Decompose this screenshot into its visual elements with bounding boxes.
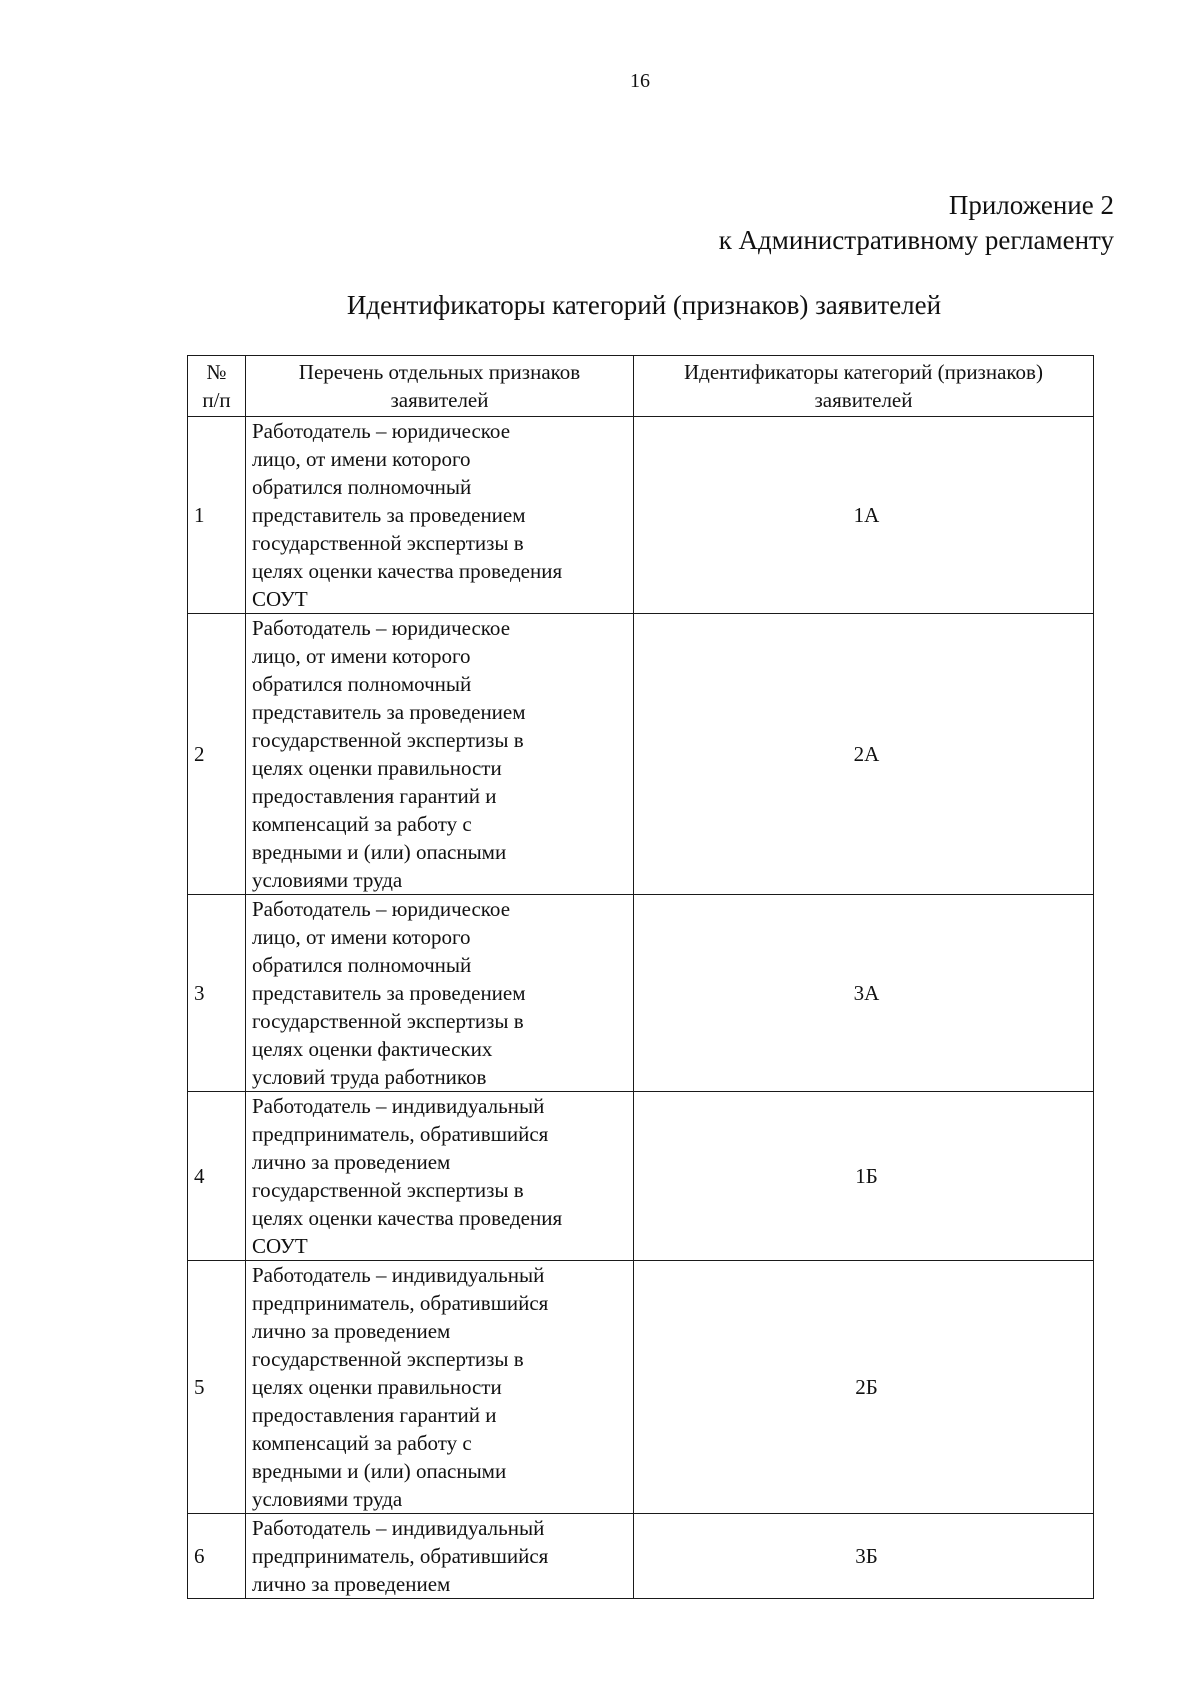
description-line: Работодатель – юридическое bbox=[252, 897, 511, 921]
page-number: 16 bbox=[630, 70, 650, 92]
table-row bbox=[188, 895, 1094, 1092]
row-description bbox=[246, 1261, 634, 1514]
description-line: вредными и (или) опасными bbox=[252, 840, 507, 864]
table-row bbox=[188, 417, 1094, 614]
header-number-line-1: № bbox=[206, 360, 227, 384]
description-line: лицо, от имени которого bbox=[252, 644, 471, 668]
description-line: предоставления гарантий и bbox=[252, 784, 497, 808]
description-line: государственной экспертизы в bbox=[252, 1009, 524, 1033]
description-line: предоставления гарантий и bbox=[252, 1403, 497, 1427]
appendix-line-2: к Административному регламенту bbox=[718, 225, 1114, 255]
row-identifier: 3Б bbox=[634, 1514, 1094, 1599]
row-description bbox=[246, 417, 634, 614]
description-line: представитель за проведением bbox=[252, 981, 526, 1005]
description-line: условий труда работников bbox=[252, 1065, 487, 1089]
table-body bbox=[188, 417, 1094, 1599]
table-row bbox=[188, 614, 1094, 895]
description-line: представитель за проведением bbox=[252, 503, 526, 527]
description-line: обратился полномочный bbox=[252, 672, 472, 696]
row-identifier: 1А bbox=[634, 417, 1094, 614]
header-identifier: Идентификаторы категорий (признаков) заявителей bbox=[634, 356, 1094, 417]
description-line: условиями труда bbox=[252, 1487, 403, 1511]
description-line: Работодатель – юридическое bbox=[252, 616, 511, 640]
description-line: Работодатель – индивидуальный bbox=[252, 1094, 545, 1118]
description-line: Работодатель – индивидуальный bbox=[252, 1516, 545, 1540]
description-line: СОУТ bbox=[252, 587, 308, 611]
description-line: лицо, от имени которого bbox=[252, 447, 471, 471]
header-number bbox=[188, 356, 246, 417]
row-description bbox=[246, 614, 634, 895]
description-line: лично за проведением bbox=[252, 1150, 451, 1174]
description-line: предприниматель, обратившийся bbox=[252, 1291, 549, 1315]
row-description bbox=[246, 1514, 634, 1599]
description-line: обратился полномочный bbox=[252, 475, 472, 499]
row-description bbox=[246, 1092, 634, 1261]
table-row bbox=[188, 1261, 1094, 1514]
description-line: Работодатель – индивидуальный bbox=[252, 1263, 545, 1287]
description-line: предприниматель, обратившийся bbox=[252, 1544, 549, 1568]
description-line: государственной экспертизы в bbox=[252, 531, 524, 555]
row-number: 1 bbox=[188, 417, 246, 614]
header-number-line-2: п/п bbox=[202, 388, 231, 412]
description-line: лично за проведением bbox=[252, 1319, 451, 1343]
description-line: целях оценки качества проведения bbox=[252, 1206, 563, 1230]
description-line: государственной экспертизы в bbox=[252, 728, 524, 752]
table-row bbox=[188, 1514, 1094, 1599]
description-line: лицо, от имени которого bbox=[252, 925, 471, 949]
appendix-reference bbox=[719, 188, 1114, 258]
row-identifier: 2Б bbox=[634, 1261, 1094, 1514]
row-number: 3 bbox=[188, 895, 246, 1092]
row-number: 2 bbox=[188, 614, 246, 895]
description-line: целях оценки правильности bbox=[252, 1375, 502, 1399]
document-title: Идентификаторы категорий (признаков) заявителей bbox=[346, 290, 942, 320]
description-line: вредными и (или) опасными bbox=[252, 1459, 507, 1483]
applicant-categories-table bbox=[187, 355, 1094, 1599]
description-line: условиями труда bbox=[252, 868, 403, 892]
description-line: компенсаций за работу с bbox=[252, 1431, 472, 1455]
header-description: Перечень отдельных признаков заявителей bbox=[246, 356, 634, 417]
row-identifier: 2А bbox=[634, 614, 1094, 895]
row-identifier: 1Б bbox=[634, 1092, 1094, 1261]
description-line: целях оценки качества проведения bbox=[252, 559, 563, 583]
description-line: предприниматель, обратившийся bbox=[252, 1122, 549, 1146]
row-number: 5 bbox=[188, 1261, 246, 1514]
description-line: СОУТ bbox=[252, 1234, 308, 1258]
description-line: представитель за проведением bbox=[252, 700, 526, 724]
row-number: 6 bbox=[188, 1514, 246, 1599]
description-line: лично за проведением bbox=[252, 1572, 451, 1596]
row-identifier: 3А bbox=[634, 895, 1094, 1092]
row-number: 4 bbox=[188, 1092, 246, 1261]
table-header-row bbox=[188, 356, 1094, 417]
description-line: обратился полномочный bbox=[252, 953, 472, 977]
description-line: Работодатель – юридическое bbox=[252, 419, 511, 443]
description-line: компенсаций за работу с bbox=[252, 812, 472, 836]
description-line: государственной экспертизы в bbox=[252, 1178, 524, 1202]
table-row bbox=[188, 1092, 1094, 1261]
description-line: целях оценки фактических bbox=[252, 1037, 493, 1061]
appendix-line-1: Приложение 2 bbox=[948, 190, 1114, 220]
row-description bbox=[246, 895, 634, 1092]
description-line: государственной экспертизы в bbox=[252, 1347, 524, 1371]
description-line: целях оценки правильности bbox=[252, 756, 502, 780]
